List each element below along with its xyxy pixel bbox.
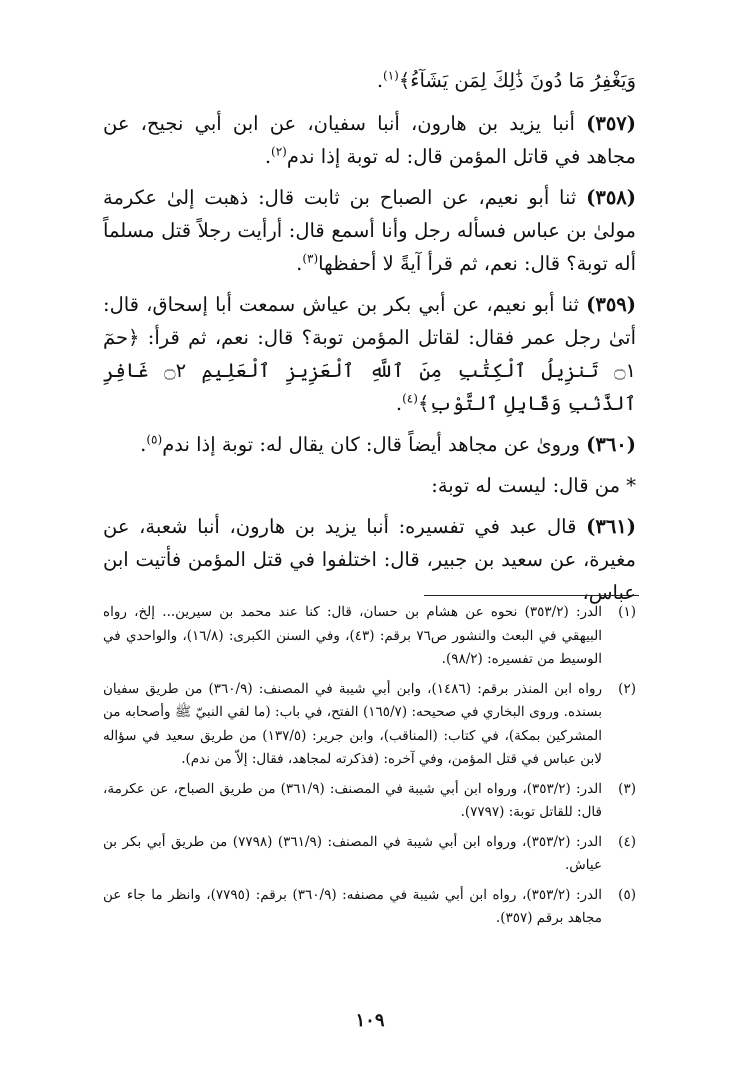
footnote-1 — [103, 601, 636, 672]
hadith-number: (٣٥٧) — [586, 112, 636, 135]
section-heading: * من قال: ليست له توبة: — [431, 474, 636, 497]
paragraph-357: (٣٥٧) أنبا يزيد بن هارون، أنبا سفيان، عن ابن أبي نجيح، عن مجاهد في قاتل المؤمن قال: له توبة إذا ندم$^{(٢)}$. — [103, 112, 636, 168]
footnote-ref: (٢) — [271, 144, 287, 159]
paragraph-358: (٣٥٨) ثنا أبو نعيم، عن الصباح بن ثابت قال: ذهبت إلىٰ عكرمة مولىٰ بن عباس فسأله رجل وأنا أسمع قال: أرأيت رجلاً قتل مسلماً أله توبة؟ قال: نعم، ثم قرأ آيةً لا أحفظها$^{(٣)}$. — [103, 186, 636, 275]
footnote-text: الدر: (٣٥٣/٢)، ورواه ابن أبي شيبة في المصنف: (٣٦١/٩) من طريق الصباح، عن عكرمة، قال: للقاتل توبة: (٧٧٩٧). — [103, 780, 603, 820]
footnote-ref: (٥) — [146, 432, 163, 447]
footnote-mark: (٢) — [618, 680, 636, 697]
footnote-ref: (٣) — [302, 251, 319, 266]
page-number: ١٠٩ — [355, 1010, 385, 1031]
hadith-number: (٣٥٨) — [586, 186, 636, 209]
footnote-separator — [424, 595, 639, 596]
paragraph-quran-end: وَيَغْفِرُ مَا دُونَ ذَٰلِكَ لِمَن يَشَآءُ﴾$^{(١)}$. — [376, 68, 636, 92]
hadith-number: (٣٦٠) — [586, 433, 636, 456]
footnote-ref: (١) — [383, 68, 399, 83]
paragraph-360: (٣٦٠) ورویٰ عن مجاهد أيضاً قال: كان يقال له: توبة إذا ندم$^{(٥)}$. — [140, 432, 636, 456]
footnote-3 — [103, 778, 636, 825]
hadith-number: (٣٦١) — [586, 515, 637, 538]
footnote-text: الدر: (٣٥٣/٢) نحوه عن هشام بن حسان، قال: كنا عند محمد بن سيرين... إلخ، رواه البيهقي في البعث والنشور ص٧٦ برقم: (٤٣)، وفي السنن الكبرى: (١٦/٨)، والواحدي في الوسيط من تفسيره: (٩٨/٢). — [103, 604, 602, 667]
footnote-text: الدر: (٣٥٣/٢)، رواه ابن أبي شيبة في مصنفه: (٣٦٠/٩) برقم: (٧٧٩٥)، وانظر ما جاء عن مجاهد برقم (٣٥٧). — [103, 886, 603, 926]
footnote-mark: (٣) — [618, 780, 636, 797]
footnote-text: الدر: (٣٥٣/٢)، ورواه ابن أبي شيبة في المصنف: (٣٦١/٩) (٧٧٩٨) من طريق أبي بكر بن عياش. — [103, 833, 603, 873]
footnote-2 — [103, 678, 636, 772]
paragraph-359: (٣٥٩) ثنا أبو نعيم، عن أبي بكر بن عياش سمعت أبا إسحاق، قال: أتىٰ رجل عمر فقال: لقاتل المؤمن توبة؟ قال: نعم، ثم قرأ: ﴿حمٓ ۝١ تَنزِيلُ ٱلْكِتَٰبِ مِنَ ٱللَّهِ ٱلْعَزِيزِ ٱلْعَلِيمِ ۝٢ غَافِرِ ٱلذَّنۢبِ وَقَابِلِ ٱلتَّوْبِ﴾$^{(٤)}$. — [103, 293, 637, 415]
footnote-mark: (١) — [618, 604, 636, 620]
footnote-mark: (٤) — [618, 833, 636, 850]
footnote-5 — [103, 884, 636, 931]
footnote-mark: (٥) — [618, 886, 636, 903]
paragraph-361: (٣٦١) قال عبد في تفسيره: أنبا يزيد بن هارون، أنبا شعبة، عن مغيرة، عن سعيد بن جبير، قال: اختلفوا في قتل المؤمن فأتيت ابن عباس، — [103, 515, 637, 604]
footnote-ref: (٤) — [402, 391, 418, 406]
footnotes — [103, 601, 636, 937]
footnote-4 — [103, 831, 636, 878]
hadith-number: (٣٥٩) — [586, 293, 636, 316]
footnote-text: رواه ابن المنذر برقم: (١٤٨٦)، وابن أبي شيبة في المصنف: (٣٦٠/٩) من طريق سفيان بسنده. وروى البخاري في صحيحه: (١٦٥/٧) الفتح، في باب: (ما لقي النبيّ ﷺ وأصحابه من المشركين بمكة)، في كتاب: (المناقب)، وابن جرير: (١٣٧/٥) من طريق سعيد في سؤاله لابن عباس في قتل المؤمن، وفي آخره: (فذكرته لمجاهد، فقال: إلاّ من ندم). — [103, 680, 602, 767]
main-text — [103, 64, 636, 617]
